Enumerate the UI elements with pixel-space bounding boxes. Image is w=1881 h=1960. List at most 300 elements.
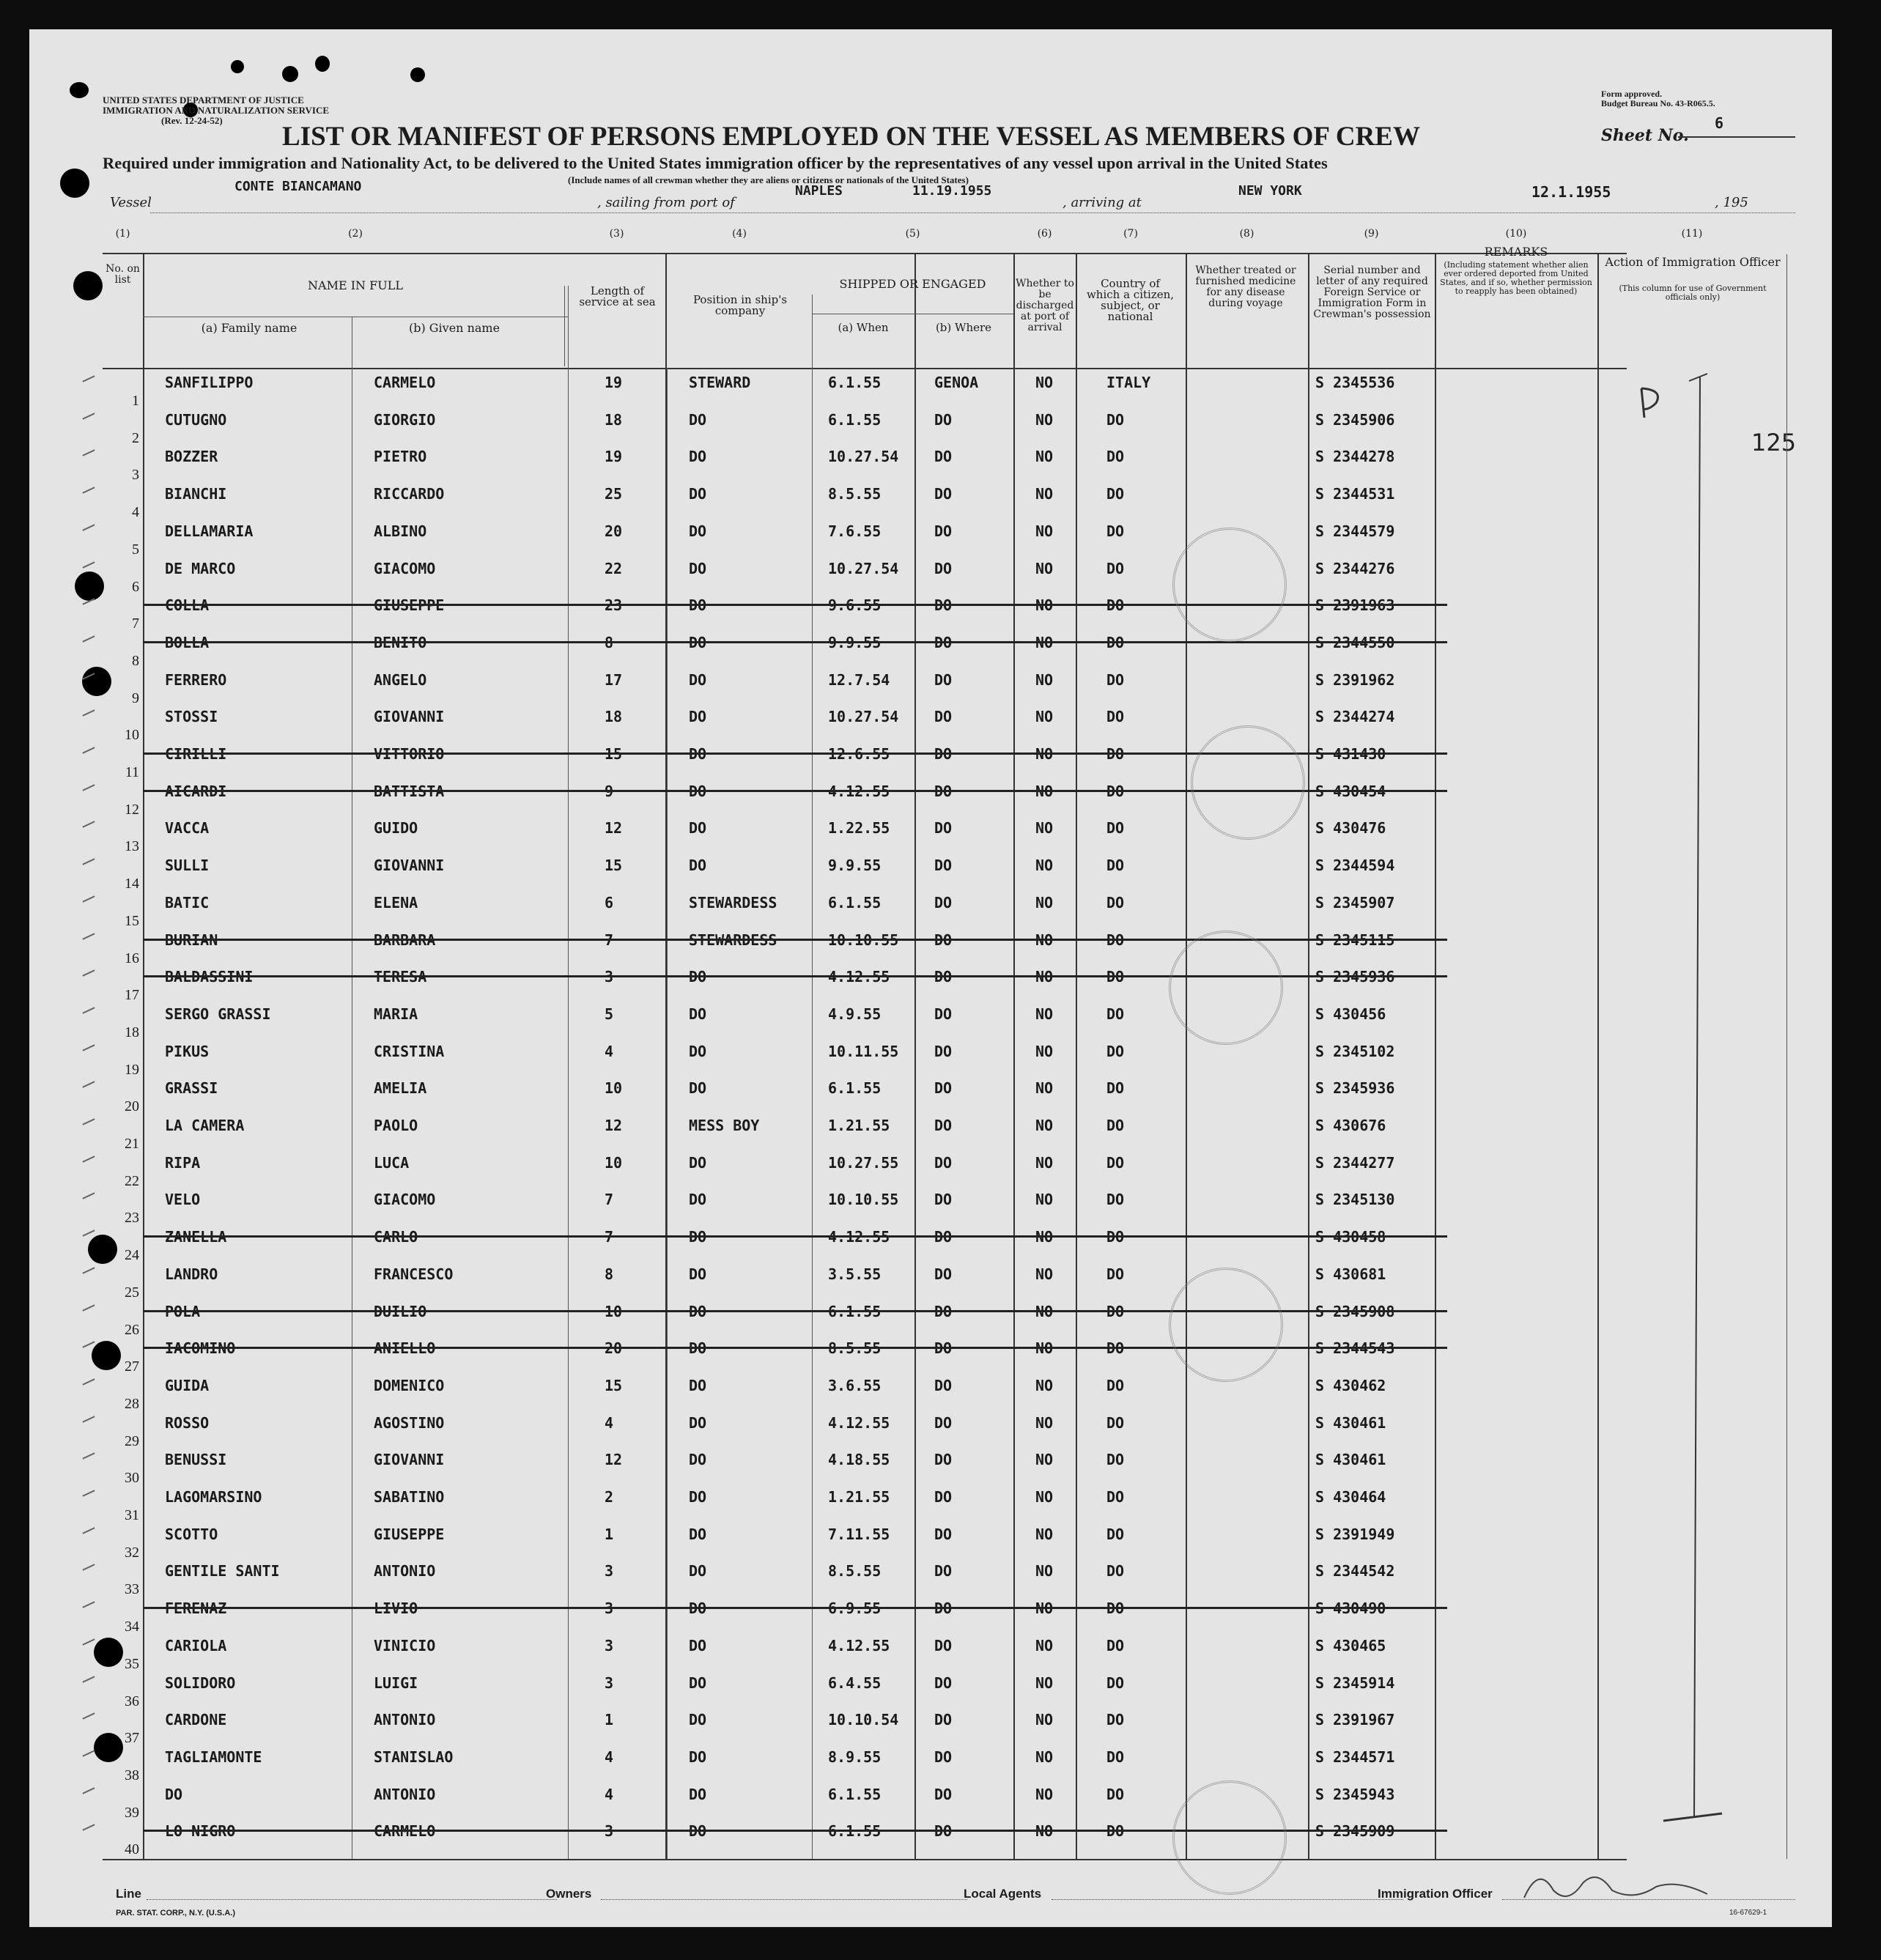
country-cell: DO	[1106, 1785, 1125, 1803]
row-number: 11	[125, 764, 139, 780]
serial-cell: S 2391967	[1315, 1711, 1395, 1729]
serial-cell: S 430490	[1315, 1600, 1386, 1618]
discharge-cell: NO	[1035, 670, 1054, 689]
family-name-cell: RIPA	[165, 1153, 201, 1172]
row-number: 18	[125, 1024, 139, 1040]
position-cell: DO	[689, 782, 707, 800]
service-name: IMMIGRATION AND NATURALIZATION SERVICE	[103, 105, 330, 116]
engaged-date-cell: 6.1.55	[828, 1302, 882, 1320]
family-name-cell: BOZZER	[165, 448, 218, 466]
table-row	[29, 1148, 1832, 1189]
given-name-cell: FRANCESCO	[374, 1265, 454, 1283]
col-position-header: Position in ship's company	[692, 293, 788, 317]
cancellation-strike-line	[143, 1607, 1447, 1609]
engaged-date-cell: 4.12.55	[828, 1413, 890, 1432]
check-tick-mark	[82, 1155, 95, 1162]
table-row	[29, 665, 1832, 706]
row-number: 8	[132, 652, 139, 669]
given-name-cell: BATTISTA	[374, 782, 445, 800]
engaged-place-cell: DO	[934, 1674, 953, 1692]
position-cell: DO	[689, 410, 707, 429]
engaged-date-cell: 10.10.55	[828, 1191, 899, 1209]
row-number: 38	[125, 1767, 139, 1783]
side-page-number: 125	[1751, 429, 1797, 456]
family-name-cell: VACCA	[165, 819, 210, 837]
check-tick-mark	[82, 1229, 95, 1236]
service-length-cell: 8	[605, 633, 614, 651]
family-name-cell: SULLI	[165, 857, 210, 875]
service-length-cell: 23	[605, 596, 623, 615]
table-row	[29, 1371, 1832, 1412]
col3-number: (3)	[609, 228, 624, 240]
table-row	[29, 442, 1832, 484]
serial-cell: S 2344276	[1315, 559, 1395, 577]
discharge-cell: NO	[1035, 1005, 1054, 1023]
position-cell: DO	[689, 485, 707, 503]
check-tick-mark	[82, 821, 95, 828]
service-length-cell: 2	[605, 1488, 614, 1506]
row-number: 36	[125, 1693, 139, 1709]
engaged-date-cell: 7.6.55	[828, 522, 882, 540]
given-name-cell: SABATINO	[374, 1488, 445, 1506]
position-cell: DO	[689, 1042, 707, 1060]
service-length-cell: 8	[605, 1265, 614, 1283]
family-name-cell: DO	[165, 1785, 183, 1803]
check-tick-mark	[82, 1601, 95, 1608]
engaged-date-cell: 8.5.55	[828, 1562, 882, 1580]
engaged-place-cell: DO	[934, 1636, 953, 1654]
position-cell: DO	[689, 633, 707, 651]
discharge-cell: NO	[1035, 1711, 1054, 1729]
engaged-date-cell: 12.6.55	[828, 745, 890, 763]
engaged-place-cell: GENOA	[934, 374, 979, 391]
check-tick-mark	[82, 1787, 95, 1794]
service-length-cell: 3	[605, 1674, 614, 1692]
check-tick-mark	[82, 598, 95, 604]
serial-cell: S 2344550	[1315, 633, 1395, 651]
given-name-cell: GIACOMO	[374, 559, 436, 577]
engaged-date-cell: 4.12.55	[828, 1228, 890, 1246]
engaged-date-cell: 9.6.55	[828, 596, 882, 615]
check-tick-mark	[82, 1341, 95, 1347]
engaged-date-cell: 6.1.55	[828, 1785, 882, 1803]
col-medicine-header: Whether treated or furnished medicine for any disease during voyage	[1195, 265, 1296, 309]
engaged-date-cell: 6.4.55	[828, 1674, 882, 1692]
country-cell: DO	[1106, 670, 1125, 689]
position-cell: STEWARDESS	[689, 893, 777, 911]
check-tick-mark	[82, 524, 95, 530]
table-row	[29, 1297, 1832, 1338]
family-name-cell: GENTILE SANTI	[165, 1562, 280, 1580]
serial-cell: S 430461	[1315, 1413, 1386, 1432]
ink-blot	[315, 56, 330, 72]
check-tick-mark	[82, 1081, 95, 1088]
check-tick-mark	[82, 1564, 95, 1571]
engaged-date-cell: 10.27.54	[828, 559, 899, 577]
engaged-place-cell: DO	[934, 1191, 953, 1209]
position-cell: DO	[689, 1228, 707, 1246]
check-tick-mark	[82, 487, 95, 493]
table-row	[29, 702, 1832, 744]
check-tick-mark	[82, 1044, 95, 1051]
check-tick-mark	[82, 561, 95, 568]
given-name-cell: DOMENICO	[374, 1376, 445, 1394]
consular-seal-stamp	[1172, 1780, 1287, 1895]
punch-hole	[73, 271, 103, 300]
family-name-cell: CARDONE	[165, 1711, 227, 1729]
approval-text: Form approved.	[1601, 89, 1663, 99]
consular-seal-stamp	[1169, 931, 1283, 1045]
discharge-cell: NO	[1035, 633, 1054, 651]
engaged-date-cell: 9.9.55	[828, 857, 882, 875]
row-number: 5	[132, 541, 139, 558]
check-tick-mark	[82, 895, 95, 902]
given-name-cell: ANTONIO	[374, 1562, 436, 1580]
row-number: 2	[132, 429, 139, 446]
serial-cell: S 2345102	[1315, 1042, 1395, 1060]
row-number: 29	[125, 1432, 139, 1449]
engaged-date-cell: 1.22.55	[828, 819, 890, 837]
footer-line-label: Line	[116, 1887, 141, 1901]
table-row	[29, 405, 1832, 446]
discharge-cell: NO	[1035, 374, 1054, 391]
given-name-cell: ELENA	[374, 893, 418, 911]
table-row	[29, 368, 1832, 409]
arriving-port: NEW YORK	[1238, 183, 1302, 199]
engaged-place-cell: DO	[934, 708, 953, 726]
engaged-date-cell: 1.21.55	[828, 1117, 890, 1134]
serial-cell: S 2344531	[1315, 485, 1395, 503]
serial-cell: S 430454	[1315, 782, 1386, 800]
serial-cell: S 2344594	[1315, 857, 1395, 875]
position-cell: DO	[689, 1302, 707, 1320]
table-row	[29, 925, 1832, 966]
discharge-cell: NO	[1035, 485, 1054, 503]
family-name-cell: GUIDA	[165, 1376, 210, 1394]
table-row	[29, 591, 1832, 632]
row-number: 21	[125, 1136, 139, 1152]
country-cell: DO	[1106, 1711, 1125, 1729]
check-tick-mark	[82, 635, 95, 642]
country-cell: DO	[1106, 745, 1125, 763]
service-length-cell: 10	[605, 1302, 623, 1320]
engaged-place-cell: DO	[934, 410, 953, 429]
given-name-cell: CARMELO	[374, 374, 436, 391]
engaged-place-cell: DO	[934, 782, 953, 800]
given-name-cell: LIVIO	[374, 1600, 418, 1618]
manifest-sheet	[29, 29, 1832, 1927]
col11-number: (11)	[1681, 228, 1703, 240]
given-name-cell: GIORGIO	[374, 410, 436, 429]
serial-cell: S 2344543	[1315, 1339, 1395, 1358]
row-number: 32	[125, 1544, 139, 1561]
discharge-cell: NO	[1035, 448, 1054, 466]
engaged-place-cell: DO	[934, 1785, 953, 1803]
engaged-date-cell: 3.5.55	[828, 1265, 882, 1283]
engaged-date-cell: 4.12.55	[828, 782, 890, 800]
position-cell: DO	[689, 670, 707, 689]
country-cell: DO	[1106, 1079, 1125, 1098]
service-length-cell: 12	[605, 819, 623, 837]
service-length-cell: 18	[605, 410, 623, 429]
position-cell: DO	[689, 522, 707, 540]
country-cell: DO	[1106, 1302, 1125, 1320]
discharge-cell: NO	[1035, 1562, 1054, 1580]
discharge-cell: NO	[1035, 782, 1054, 800]
serial-cell: S 2391963	[1315, 596, 1395, 615]
engaged-date-cell: 1.21.55	[828, 1488, 890, 1506]
service-length-cell: 7	[605, 1191, 614, 1209]
col8-number: (8)	[1239, 228, 1254, 240]
position-cell: DO	[689, 1413, 707, 1432]
table-row	[29, 739, 1832, 780]
serial-cell: S 2344579	[1315, 522, 1395, 540]
country-cell: DO	[1106, 893, 1125, 911]
given-name-cell: ANTONIO	[374, 1711, 436, 1729]
discharge-cell: NO	[1035, 410, 1054, 429]
country-cell: DO	[1106, 1265, 1125, 1283]
engaged-date-cell: 4.18.55	[828, 1451, 890, 1469]
serial-cell: S 2345914	[1315, 1674, 1395, 1692]
engaged-place-cell: DO	[934, 670, 953, 689]
country-cell: DO	[1106, 782, 1125, 800]
engaged-place-cell: DO	[934, 485, 953, 503]
engaged-place-cell: DO	[934, 1748, 953, 1766]
col-country-header: Country of which a citizen, subject, or national	[1086, 277, 1175, 323]
position-cell: DO	[689, 559, 707, 577]
position-cell: STEWARD	[689, 374, 751, 391]
col-length-of-service-header: Length of service at sea	[579, 284, 656, 308]
service-length-cell: 12	[605, 1451, 623, 1469]
col-where-header: (b) Where	[935, 321, 992, 334]
discharge-cell: NO	[1035, 857, 1054, 875]
discharge-cell: NO	[1035, 819, 1054, 837]
engaged-place-cell: DO	[934, 1117, 953, 1134]
service-length-cell: 5	[605, 1005, 614, 1023]
position-cell: DO	[689, 1265, 707, 1283]
col-no-on-list-header: No. on list	[106, 263, 140, 286]
country-cell: DO	[1106, 448, 1125, 466]
family-name-cell: DELLAMARIA	[165, 522, 254, 540]
engaged-place-cell: DO	[934, 596, 953, 615]
service-length-cell: 4	[605, 1042, 614, 1060]
engaged-place-cell: DO	[934, 1562, 953, 1580]
engaged-date-cell: 12.7.54	[828, 670, 890, 689]
country-cell: DO	[1106, 1488, 1125, 1506]
engaged-date-cell: 8.5.55	[828, 485, 882, 503]
officer-signature	[1517, 1861, 1722, 1905]
engaged-place-cell: DO	[934, 1413, 953, 1432]
country-cell: DO	[1106, 968, 1125, 986]
engaged-date-cell: 6.1.55	[828, 1822, 882, 1841]
row-number: 28	[125, 1395, 139, 1412]
engaged-date-cell: 9.9.55	[828, 633, 882, 651]
service-length-cell: 4	[605, 1748, 614, 1766]
position-cell: DO	[689, 1525, 707, 1543]
country-cell: DO	[1106, 1451, 1125, 1469]
serial-cell: S 2344542	[1315, 1562, 1395, 1580]
given-name-cell: LUCA	[374, 1153, 410, 1172]
engaged-date-cell: 6.9.55	[828, 1600, 882, 1618]
footer-agents-label: Local Agents	[964, 1887, 1042, 1901]
ink-blot	[282, 66, 298, 82]
table-row	[29, 962, 1832, 1004]
position-cell: DO	[689, 448, 707, 466]
check-tick-mark	[82, 747, 95, 753]
position-cell: DO	[689, 745, 707, 763]
sheet-label: Sheet No.	[1601, 126, 1689, 145]
position-cell: DO	[689, 1748, 707, 1766]
engaged-date-cell: 6.1.55	[828, 1079, 882, 1098]
country-cell: DO	[1106, 819, 1125, 837]
family-name-cell: FERRERO	[165, 670, 227, 689]
given-name-cell: GIOVANNI	[374, 1451, 445, 1469]
table-row	[29, 1073, 1832, 1115]
serial-cell: S 2344571	[1315, 1748, 1395, 1766]
given-name-cell: PAOLO	[374, 1117, 418, 1134]
discharge-cell: NO	[1035, 1042, 1054, 1060]
position-cell: DO	[689, 1674, 707, 1692]
discharge-cell: NO	[1035, 1822, 1054, 1841]
discharge-cell: NO	[1035, 1153, 1054, 1172]
engaged-place-cell: DO	[934, 857, 953, 875]
engaged-date-cell: 4.12.55	[828, 1636, 890, 1654]
approval-block	[1601, 89, 1715, 108]
country-cell: DO	[1106, 1562, 1125, 1580]
check-tick-mark	[82, 1638, 95, 1645]
row-number: 17	[125, 987, 139, 1004]
engaged-place-cell: DO	[934, 931, 953, 949]
consular-seal-stamp	[1191, 725, 1305, 840]
table-row	[29, 1816, 1832, 1858]
family-name-cell: PIKUS	[165, 1042, 210, 1060]
check-tick-mark	[82, 784, 95, 791]
engaged-date-cell: 8.9.55	[828, 1748, 882, 1766]
subtitle: Required under immigration and Nationality Act, to be delivered to the United States immigration officer by the representatives of any vessel upon arrival in the United States	[103, 154, 1328, 172]
check-tick-mark	[82, 1007, 95, 1013]
country-cell: DO	[1106, 1042, 1125, 1060]
service-length-cell: 15	[605, 857, 623, 875]
given-name-cell: CARLO	[374, 1228, 418, 1246]
position-cell: DO	[689, 1451, 707, 1469]
row-number: 26	[125, 1321, 139, 1338]
check-tick-mark	[82, 1676, 95, 1682]
engaged-place-cell: DO	[934, 1711, 953, 1729]
engaged-place-cell: DO	[934, 1005, 953, 1023]
engaged-place-cell: DO	[934, 1376, 953, 1394]
sheet-number: 6	[1715, 114, 1724, 132]
family-name-cell: BALDASSINI	[165, 968, 254, 986]
ink-blot	[70, 82, 89, 98]
serial-cell: S 2345943	[1315, 1785, 1395, 1803]
row-number: 30	[125, 1470, 139, 1487]
engaged-place-cell: DO	[934, 745, 953, 763]
position-cell: DO	[689, 857, 707, 875]
col9-number: (9)	[1364, 228, 1379, 240]
table-row	[29, 554, 1832, 595]
serial-cell: S 2344277	[1315, 1153, 1395, 1172]
table-row	[29, 1705, 1832, 1747]
engaged-date-cell: 8.5.55	[828, 1339, 882, 1358]
discharge-cell: NO	[1035, 559, 1054, 577]
service-length-cell: 3	[605, 1822, 614, 1841]
given-name-cell: PIETRO	[374, 448, 427, 466]
discharge-cell: NO	[1035, 968, 1054, 986]
family-name-cell: ZANELLA	[165, 1228, 227, 1246]
country-cell: DO	[1106, 410, 1125, 429]
row-number: 3	[132, 467, 139, 484]
row-number: 22	[125, 1172, 139, 1189]
row-number: 10	[125, 727, 139, 744]
page-title: LIST OR MANIFEST OF PERSONS EMPLOYED ON THE VESSEL AS MEMBERS OF CREW	[282, 122, 1420, 152]
row-number: 20	[125, 1098, 139, 1115]
serial-cell: S 430461	[1315, 1451, 1386, 1469]
family-name-cell: LO NIGRO	[165, 1822, 236, 1841]
country-cell: DO	[1106, 857, 1125, 875]
serial-cell: S 2391949	[1315, 1525, 1395, 1543]
engaged-date-cell: 7.11.55	[828, 1525, 890, 1543]
discharge-cell: NO	[1035, 1600, 1054, 1618]
engaged-date-cell: 4.12.55	[828, 968, 890, 986]
row-number: 25	[125, 1284, 139, 1301]
table-row	[29, 1594, 1832, 1635]
family-name-cell: ROSSO	[165, 1413, 210, 1432]
discharge-cell: NO	[1035, 745, 1054, 763]
service-length-cell: 18	[605, 708, 623, 726]
family-name-cell: COLLA	[165, 596, 210, 615]
serial-cell: S 2345115	[1315, 931, 1395, 949]
col-family-name-header: (a) Family name	[201, 321, 298, 335]
row-number: 7	[132, 615, 139, 632]
row-number: 6	[132, 578, 139, 595]
row-number: 37	[125, 1730, 139, 1747]
service-length-cell: 1	[605, 1525, 614, 1543]
table-row	[29, 1037, 1832, 1078]
serial-cell: S 2345906	[1315, 410, 1395, 429]
row-number: 31	[125, 1507, 139, 1523]
country-cell: DO	[1106, 931, 1125, 949]
discharge-cell: NO	[1035, 1376, 1054, 1394]
table-row	[29, 1185, 1832, 1227]
row-number: 40	[125, 1841, 139, 1858]
serial-cell: S 2344274	[1315, 708, 1395, 726]
cancellation-strike-line	[143, 641, 1447, 643]
table-row	[29, 777, 1832, 818]
serial-cell: S 430476	[1315, 819, 1386, 837]
engaged-date-cell: 10.11.55	[828, 1042, 899, 1060]
service-length-cell: 1	[605, 1711, 614, 1729]
sailing-label: , sailing from port of	[597, 195, 735, 210]
country-cell: DO	[1106, 596, 1125, 615]
given-name-cell: GIUSEPPE	[374, 1525, 445, 1543]
engaged-date-cell: 6.1.55	[828, 893, 882, 911]
table-row	[29, 999, 1832, 1040]
row-number: 27	[125, 1358, 139, 1375]
check-tick-mark	[82, 1453, 95, 1460]
col2-number: (2)	[348, 228, 363, 240]
row-number: 19	[125, 1061, 139, 1078]
given-name-cell: DUILIO	[374, 1302, 427, 1320]
discharge-cell: NO	[1035, 1079, 1054, 1098]
check-tick-mark	[82, 375, 95, 382]
check-tick-mark	[82, 1118, 95, 1125]
service-length-cell: 3	[605, 968, 614, 986]
service-length-cell: 10	[605, 1153, 623, 1172]
check-tick-mark	[82, 450, 95, 456]
year-suffix: , 195	[1715, 195, 1748, 210]
country-cell: DO	[1106, 1228, 1125, 1246]
service-length-cell: 6	[605, 893, 614, 911]
